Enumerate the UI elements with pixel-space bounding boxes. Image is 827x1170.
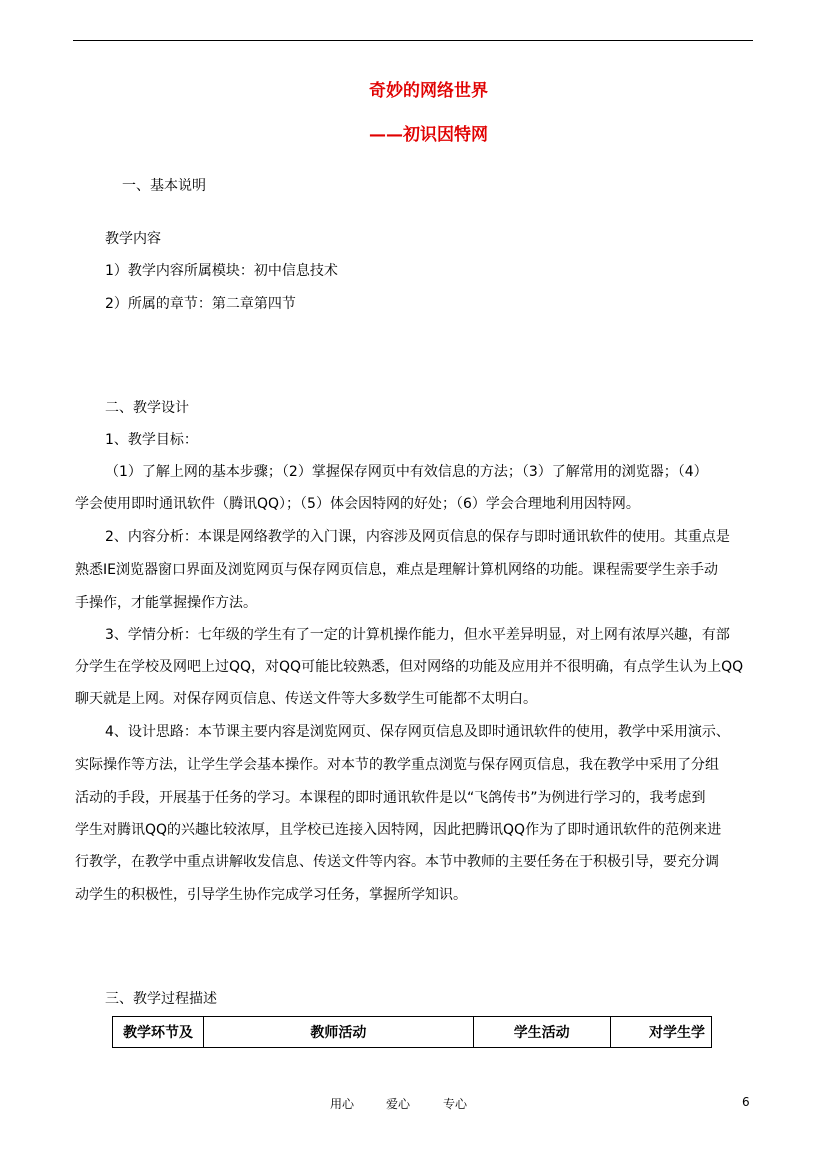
design-paragraph-line: 4、设计思路：本节课主要内容是浏览网页、保存网页信息及即时通讯软件的使用，教学中采用演示、 [105,724,730,740]
section-heading-process: 三、教学过程描述 [105,991,217,1007]
goal-paragraph-line: 学会使用即时通讯软件（腾讯QQ）；（5）体会因特网的好处；（6）学会合理地利用因特网。 [75,496,640,512]
content-heading: 教学内容 [105,231,161,247]
document-title: 奇妙的网络世界 [369,81,488,101]
learner-paragraph-line: 聊天就是上网。对保存网页信息、传送文件等大多数学生可能都不太明白。 [75,691,537,707]
footer-motto-2: 爱心 [386,1097,411,1111]
learner-paragraph-line: 3、学情分析：七年级的学生有了一定的计算机操作能力，但水平差异明显，对上网有浓厚兴趣，有部 [105,627,730,643]
analysis-paragraph-line: 2、内容分析：本课是网络教学的入门课，内容涉及网页信息的保存与即时通讯软件的使用。其重点是 [105,529,730,545]
goal-paragraph-line: （1）了解上网的基本步骤；（2）掌握保存网页中有效信息的方法；（3）了解常用的浏览器；（4） [105,464,708,480]
table-header-row [113,1017,712,1048]
document-subtitle: ——初识因特网 [369,125,488,145]
content-item-2: 2）所属的章节：第二章第四节 [105,296,296,312]
header-rule [73,40,753,41]
process-table [112,1016,712,1048]
footer-motto-3: 专心 [443,1097,468,1111]
design-paragraph-line: 学生对腾讯QQ的兴趣比较浓厚，且学校已连接入因特网，因此把腾讯QQ作为了即时通讯软件的范例来进 [75,822,722,838]
design-paragraph-line: 行教学，在教学中重点讲解收发信息、传送文件等内容。本节中教师的主要任务在于积极引导，要充分调 [75,854,719,870]
section-heading-basic: 一、基本说明 [122,178,206,194]
design-paragraph-line: 活动的手段，开展基于任务的学习。本课程的即时通讯软件是以“飞鸽传书”为例进行学习的，我考虑到 [75,790,706,806]
table-header-cell: 教学环节及 [113,1017,204,1048]
table-header-cell: 教师活动 [204,1017,473,1048]
learner-paragraph-line: 分学生在学校及网吧上过QQ，对QQ可能比较熟悉，但对网络的功能及应用并不很明确，有点学生认为上QQ [75,659,744,675]
table-header-cell: 对学生学 [610,1017,711,1048]
analysis-paragraph-line: 手操作，才能掌握操作方法。 [75,595,257,611]
page-number: 6 [742,1095,750,1109]
analysis-paragraph-line: 熟悉IE浏览器窗口界面及浏览网页与保存网页信息，难点是理解计算机网络的功能。课程需要学生亲手动 [75,562,718,578]
table-header-cell: 学生活动 [473,1017,610,1048]
design-paragraph-line: 动学生的积极性，引导学生协作完成学习任务，掌握所学知识。 [75,887,467,903]
content-item-1: 1）教学内容所属模块：初中信息技术 [105,263,338,279]
section-heading-design: 二、教学设计 [105,400,189,416]
goal-heading: 1、教学目标： [105,432,198,448]
design-paragraph-line: 实际操作等方法，让学生学会基本操作。对本节的教学重点浏览与保存网页信息，我在教学中采用了分组 [75,757,719,773]
footer-motto-1: 用心 [330,1097,355,1111]
